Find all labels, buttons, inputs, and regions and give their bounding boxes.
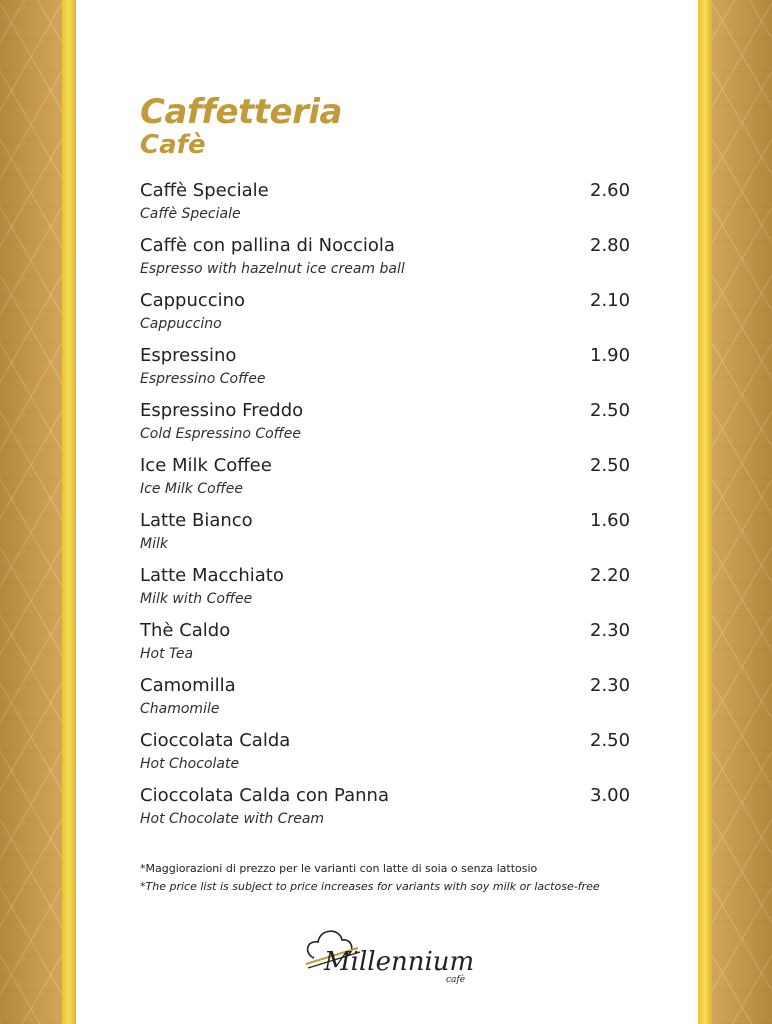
item-name: Caffè con pallina di Nocciola bbox=[140, 235, 395, 256]
item-name: Caffè Speciale bbox=[140, 180, 269, 201]
item-price: 2.50 bbox=[590, 400, 631, 421]
menu-item bbox=[140, 675, 640, 730]
logo-wordmark: Millennium bbox=[324, 947, 475, 977]
item-price: 1.90 bbox=[590, 345, 631, 366]
left-gold-stripe bbox=[62, 0, 76, 1024]
item-description: Espresso with hazelnut ice cream ball bbox=[140, 261, 405, 277]
item-description: Milk with Coffee bbox=[140, 591, 253, 607]
item-description: Cold Espressino Coffee bbox=[140, 426, 301, 442]
menu-item bbox=[140, 620, 640, 675]
item-name: Cappuccino bbox=[140, 290, 246, 311]
item-price: 3.00 bbox=[590, 785, 631, 806]
price-note-english: *The price list is subject to price increases for variants with soy milk or lactose-free bbox=[140, 880, 600, 893]
menu-item bbox=[140, 730, 640, 785]
menu-list bbox=[140, 180, 640, 840]
item-price: 2.10 bbox=[590, 290, 631, 311]
item-name: Camomilla bbox=[140, 675, 236, 696]
item-description: Hot Tea bbox=[140, 646, 194, 662]
item-name: Espressino Freddo bbox=[140, 400, 304, 421]
logo-subtext: cafè bbox=[446, 975, 466, 985]
menu-item bbox=[140, 345, 640, 400]
item-description: Caffè Speciale bbox=[140, 206, 241, 222]
item-description: Espressino Coffee bbox=[140, 371, 266, 387]
item-price: 2.30 bbox=[590, 620, 631, 641]
item-name: Thè Caldo bbox=[140, 620, 231, 641]
item-description: Milk bbox=[140, 536, 168, 552]
menu-item bbox=[140, 510, 640, 565]
menu-item bbox=[140, 290, 640, 345]
menu-item bbox=[140, 235, 640, 290]
item-description: Ice Milk Coffee bbox=[140, 481, 243, 497]
item-name: Ice Milk Coffee bbox=[140, 455, 272, 476]
item-description: Hot Chocolate with Cream bbox=[140, 811, 325, 827]
item-name: Cioccolata Calda bbox=[140, 730, 291, 751]
menu-item bbox=[140, 180, 640, 235]
menu-subtitle: Cafè bbox=[140, 130, 206, 160]
right-decorative-border bbox=[712, 0, 772, 1024]
item-price: 2.80 bbox=[590, 235, 631, 256]
menu-title: Caffetteria bbox=[140, 92, 342, 132]
right-gold-stripe bbox=[698, 0, 712, 1024]
item-name: Latte Bianco bbox=[140, 510, 253, 531]
item-price: 2.50 bbox=[590, 455, 631, 476]
item-description: Chamomile bbox=[140, 701, 220, 717]
item-price: 2.30 bbox=[590, 675, 631, 696]
menu-item bbox=[140, 565, 640, 620]
item-price: 1.60 bbox=[590, 510, 631, 531]
item-name: Espressino bbox=[140, 345, 237, 366]
menu-item bbox=[140, 400, 640, 455]
item-price: 2.50 bbox=[590, 730, 631, 751]
item-name: Cioccolata Calda con Panna bbox=[140, 785, 389, 806]
item-price: 2.60 bbox=[590, 180, 631, 201]
left-decorative-border bbox=[0, 0, 62, 1024]
menu-item bbox=[140, 785, 640, 840]
item-description: Hot Chocolate bbox=[140, 756, 240, 772]
millennium-logo bbox=[300, 918, 480, 988]
item-price: 2.20 bbox=[590, 565, 631, 586]
price-note-italian: *Maggiorazioni di prezzo per le varianti con latte di soia o senza lattosio bbox=[140, 862, 538, 875]
item-description: Cappuccino bbox=[140, 316, 222, 332]
item-name: Latte Macchiato bbox=[140, 565, 284, 586]
menu-item bbox=[140, 455, 640, 510]
